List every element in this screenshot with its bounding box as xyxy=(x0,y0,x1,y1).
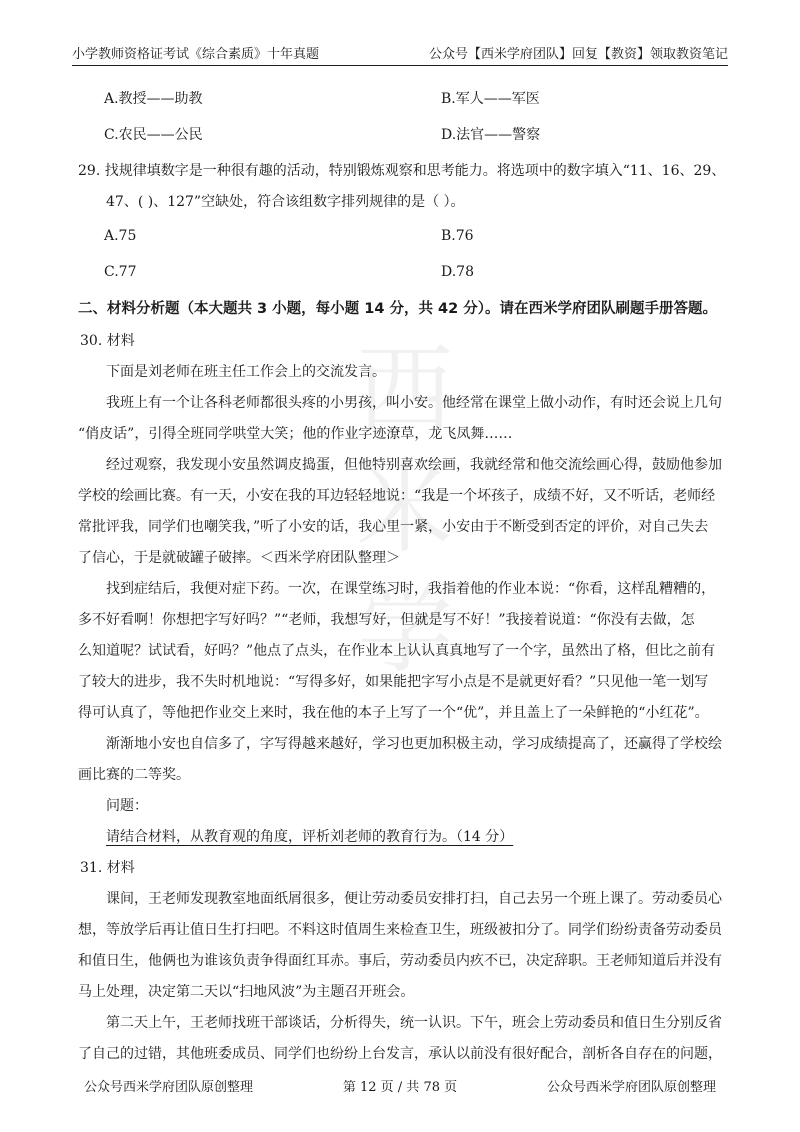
q31-paragraph: 第二天上午，王老师找班干部谈话，分析得失，统一认识。下午，班会上劳动委员和值日生分别反省 xyxy=(106,1015,722,1031)
footer-right: 公众号西米学府团队原创整理 xyxy=(546,1080,716,1095)
question-29-line-1: 29. 找规律填数字是一种很有趣的活动，特别锻炼观察和思考能力。将选项中的数字填入“11、16、29、 xyxy=(78,163,726,179)
q30-paragraph: 我班上有一个让各科老师都很头疼的小男孩，叫小安。他经常在课堂上做小动作，有时还会说上几句 xyxy=(106,395,722,411)
q30-paragraph: 多不好看啊！你想把字写好吗？”“老师，我想写好，但就是写不好！”我接着说道：“你没有去做，怎 xyxy=(78,612,695,628)
q30-paragraph: 学校的绘画比赛。有一天，小安在我的耳边轻轻地说：“我是一个坏孩子，成绩不好，又不听话，老师经 xyxy=(78,488,716,504)
q31-paragraph: 和值日生，他俩也为谁该负责争得面红耳赤。事后，劳动委员内疚不已，决定辞职。王老师知道后并没有 xyxy=(78,953,722,969)
q31-paragraph: 了自己的过错，其他班委成员、同学们也纷纷上台发言，承认以前没有很好配合，剖析各自存在的问题， xyxy=(78,1046,722,1062)
question-30-label: 30. 材料 xyxy=(80,333,135,349)
q30-question-label: 问题： xyxy=(106,798,148,814)
q30-paragraph: 得可认真了，等他把作业交上来时，我在他的本子上写了一个“优”，并且盖上了一朵鲜艳的“小红花”。 xyxy=(78,705,709,721)
q31-paragraph: 课间，王老师发现教室地面纸屑很多，便让劳动委员安排打扫，自己去另一个班上课了。劳动委员心 xyxy=(106,891,722,907)
header-left-title: 小学教师资格证考试《综合素质》十年真题 xyxy=(72,47,320,62)
q30-question-wrapper xyxy=(78,822,728,853)
q30-paragraph: 下面是刘老师在班主任工作会上的交流发言。 xyxy=(106,364,386,380)
q31-paragraph: 马上处理，决定第二天以“扫地风波”为主题召开班会。 xyxy=(78,984,415,1000)
footer-left: 公众号西米学府团队原创整理 xyxy=(84,1080,254,1095)
option-b: B.军人——军医 xyxy=(441,91,540,107)
option-d: D.78 xyxy=(441,264,474,280)
option-b: B.76 xyxy=(441,228,474,244)
page-number: 第 12 页 / 共 78 页 xyxy=(342,1080,458,1095)
q30-paragraph: 么知道呢？试试看，好吗？”他点了点头，在作业本上认认真真地写了一个字，虽然出了格，但比之前有 xyxy=(78,643,716,659)
q28-options-row-1 xyxy=(78,80,728,116)
q30-paragraph: 了信心，于是就破罐子破摔。＜西米学府团队整理＞ xyxy=(78,550,400,566)
q30-paragraph: 经过观察，我发现小安虽然调皮捣蛋，但他特别喜欢绘画，我就经常和他交流绘画心得，鼓励他参加 xyxy=(106,457,722,473)
header-right-note: 公众号【西米学府团队】回复【教资】领取教资笔记 xyxy=(428,47,728,62)
option-d: D.法官——警察 xyxy=(441,127,541,143)
q28-options-row-2 xyxy=(78,116,728,152)
q30-paragraph: 渐渐地小安也自信多了，字写得越来越好，学习也更加积极主动，学习成绩提高了，还赢得了学校绘 xyxy=(106,736,722,752)
q29-options-row-1 xyxy=(78,218,728,254)
page-header xyxy=(72,40,728,66)
page-content xyxy=(78,80,728,1070)
option-a: A.75 xyxy=(104,228,137,244)
q30-paragraph: 画比赛的二等奖。 xyxy=(78,767,190,783)
q31-paragraph: 想，等放学后再让值日生打扫吧。不料这时值周生来检查卫生，班级被扣分了。同学们纷纷责备劳动委员 xyxy=(78,922,722,938)
page-footer xyxy=(84,1076,716,1095)
q30-question: 请结合材料，从教育观的角度，评析刘老师的教育行为。（14 分） xyxy=(106,829,514,845)
watermark-logo: 西 米 学 xyxy=(357,334,453,686)
option-c: C.77 xyxy=(104,264,137,280)
q30-paragraph: 常批评我，同学们也嘲笑我，”听了小安的话，我心里一紧，小安由于不断受到否定的评价，对自己失去 xyxy=(78,519,709,535)
question-29-line-2: 47、( )、127”空缺处，符合该组数字排列规律的是（ ）。 xyxy=(106,194,465,210)
q30-paragraph: 找到症结后，我便对症下药。一次，在课堂练习时，我指着他的作业本说：“你看，这样乱糟糟的， xyxy=(106,581,716,597)
section-2-heading: 二、材料分析题（本大题共 3 小题，每小题 14 分，共 42 分）。请在西米学府团队刷题手册答题。 xyxy=(78,301,717,317)
option-a: A.教授——助教 xyxy=(104,91,203,107)
question-31-label: 31. 材料 xyxy=(80,860,135,876)
q29-options-row-2 xyxy=(78,254,728,290)
option-c: C.农民——公民 xyxy=(104,127,203,143)
q30-paragraph: 了较大的进步，我不失时机地说：“写得多好，如果能把字写小点是不是就更好看？”只见他一笔一划写 xyxy=(78,674,709,690)
q30-paragraph: “俏皮话”，引得全班同学哄堂大笑；他的作业字迹潦草，龙飞凤舞…… xyxy=(78,426,513,442)
